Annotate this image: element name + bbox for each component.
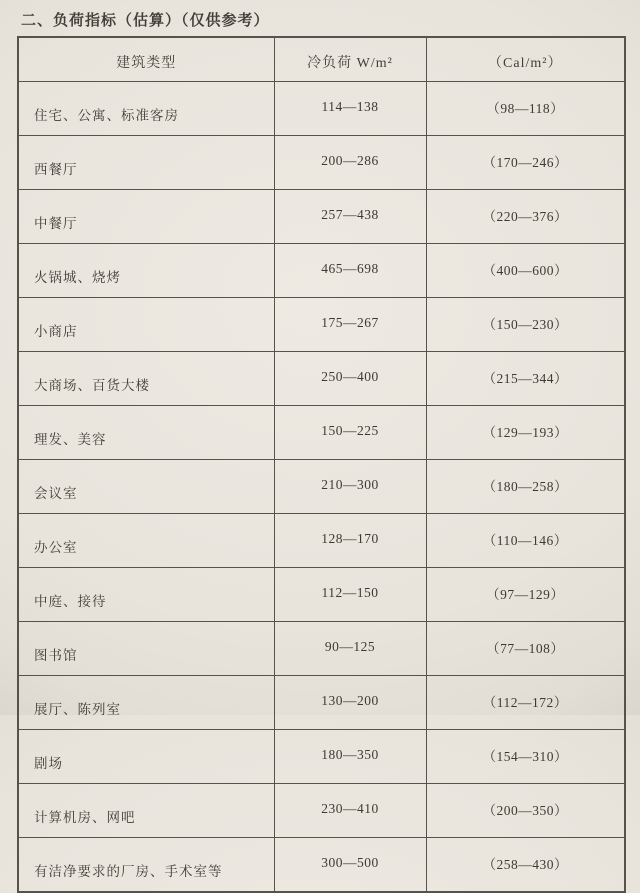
table-row [18, 190, 625, 244]
cooling-load-cell: 90—125 [274, 622, 426, 676]
load-indicator-table [17, 36, 626, 893]
cooling-load-cell: 114—138 [274, 82, 426, 136]
cooling-load-cell: 130—200 [274, 676, 426, 730]
cal-cell: （400—600） [426, 244, 625, 298]
building-type-cell: 图书馆 [18, 622, 274, 676]
table-row [18, 460, 625, 514]
cal-cell: （200—350） [426, 784, 625, 838]
table-row [18, 622, 625, 676]
cal-cell: （220—376） [426, 190, 625, 244]
cooling-load-cell: 257—438 [274, 190, 426, 244]
cooling-load-cell: 200—286 [274, 136, 426, 190]
cooling-load-cell: 465—698 [274, 244, 426, 298]
cal-cell: （98—118） [426, 82, 625, 136]
building-type-cell: 火锅城、烧烤 [18, 244, 274, 298]
building-type-cell: 计算机房、网吧 [18, 784, 274, 838]
building-type-cell: 中庭、接待 [18, 568, 274, 622]
table-header-row [18, 37, 625, 82]
table-row [18, 676, 625, 730]
table-row [18, 838, 625, 893]
cal-cell: （215—344） [426, 352, 625, 406]
building-type-cell: 展厅、陈列室 [18, 676, 274, 730]
col-header-cal: （Cal/m²） [426, 37, 625, 82]
cal-cell: （180—258） [426, 460, 625, 514]
cooling-load-cell: 250—400 [274, 352, 426, 406]
building-type-cell: 理发、美容 [18, 406, 274, 460]
table-row [18, 784, 625, 838]
cal-cell: （258—430） [426, 838, 625, 893]
cooling-load-cell: 300—500 [274, 838, 426, 893]
cal-cell: （110—146） [426, 514, 625, 568]
cal-cell: （170—246） [426, 136, 625, 190]
table-body [18, 82, 625, 893]
building-type-cell: 中餐厅 [18, 190, 274, 244]
table-row [18, 514, 625, 568]
building-type-cell: 剧场 [18, 730, 274, 784]
cooling-load-cell: 210—300 [274, 460, 426, 514]
table-row [18, 82, 625, 136]
cal-cell: （77—108） [426, 622, 625, 676]
building-type-cell: 办公室 [18, 514, 274, 568]
building-type-cell: 有洁净要求的厂房、手术室等 [18, 838, 274, 893]
table-row [18, 352, 625, 406]
table-header [18, 37, 625, 82]
cooling-load-cell: 175—267 [274, 298, 426, 352]
table-row [18, 568, 625, 622]
cal-cell: （154—310） [426, 730, 625, 784]
building-type-cell: 住宅、公寓、标准客房 [18, 82, 274, 136]
cooling-load-cell: 230—410 [274, 784, 426, 838]
table-row [18, 136, 625, 190]
cooling-load-cell: 150—225 [274, 406, 426, 460]
table-row [18, 406, 625, 460]
table-row [18, 298, 625, 352]
table-row [18, 244, 625, 298]
cooling-load-cell: 180—350 [274, 730, 426, 784]
building-type-cell: 会议室 [18, 460, 274, 514]
building-type-cell: 西餐厅 [18, 136, 274, 190]
building-type-cell: 大商场、百货大楼 [18, 352, 274, 406]
cooling-load-cell: 112—150 [274, 568, 426, 622]
building-type-cell: 小商店 [18, 298, 274, 352]
table-row [18, 730, 625, 784]
col-header-building-type: 建筑类型 [18, 37, 274, 82]
cal-cell: （112—172） [426, 676, 625, 730]
col-header-cooling-load: 冷负荷 W/m² [274, 37, 426, 82]
cal-cell: （97—129） [426, 568, 625, 622]
page-title: 二、负荷指标（估算）（仅供参考） [21, 13, 270, 29]
cal-cell: （150—230） [426, 298, 625, 352]
cooling-load-cell: 128—170 [274, 514, 426, 568]
cal-cell: （129—193） [426, 406, 625, 460]
